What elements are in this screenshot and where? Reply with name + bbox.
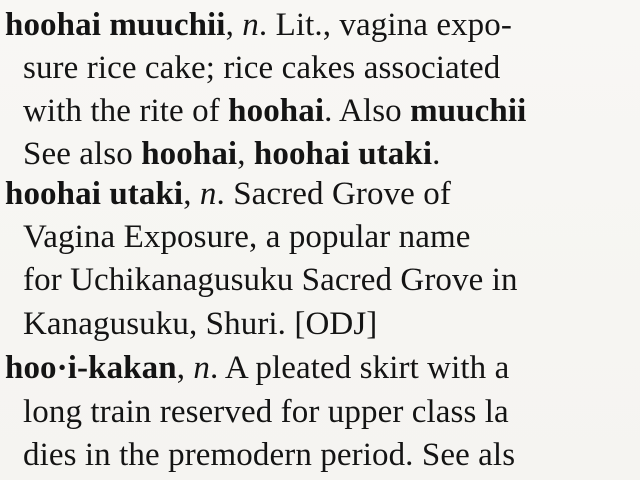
crossref-hoohai-utaki: hoohai utaki — [253, 136, 433, 172]
entry-hoo-i-kakan-line-3 — [0, 432, 640, 478]
text-fragment: , — [176, 350, 194, 386]
entry-hoohai-muuchii-line-3 — [0, 88, 640, 134]
text-fragment: for Uchikanagusuku Sacred Grove in — [23, 262, 518, 298]
text-fragment: Vagina Exposure, a popular name — [23, 219, 471, 255]
headword-hoo-i-kakan: hoo·i-kakan — [5, 350, 177, 386]
text-fragment: See also — [23, 136, 142, 172]
text-fragment: . Sacred Grove of — [216, 176, 451, 212]
crossref-hoohai: hoohai — [141, 136, 238, 172]
entry-hoo-i-kakan-line-2 — [0, 389, 640, 435]
headword-hoohai-muuchii: hoohai muuchii — [5, 7, 226, 43]
entry-hoo-i-kakan-line-1 — [0, 345, 640, 391]
text-fragment: . Lit., vagina expo- — [258, 7, 512, 43]
text-fragment: . Also — [324, 93, 411, 129]
part-of-speech: n — [193, 350, 210, 386]
part-of-speech: n — [199, 176, 217, 212]
entry-hoohai-muuchii-line-1 — [0, 2, 640, 48]
entry-hoohai-utaki-line-1 — [0, 171, 640, 217]
text-fragment: . — [432, 136, 441, 172]
text-fragment: with the rite of — [23, 93, 229, 129]
entry-hoohai-utaki-line-3 — [0, 257, 640, 303]
text-fragment: . A pleated skirt with a — [210, 350, 510, 386]
part-of-speech: n — [242, 7, 259, 43]
text-fragment: long train reserved for upper class la — [23, 394, 509, 430]
text-fragment: , — [237, 136, 254, 172]
entry-hoohai-muuchii-line-2 — [0, 45, 640, 91]
entry-hoohai-utaki-line-4 — [0, 301, 640, 347]
headword-hoohai-utaki: hoohai utaki — [5, 176, 184, 212]
text-fragment: dies in the premodern period. See als — [23, 437, 516, 473]
crossref-muuchii: muuchii — [410, 93, 527, 129]
entry-hoohai-utaki-line-2 — [0, 214, 640, 260]
text-fragment: , — [225, 7, 243, 43]
text-fragment: , — [183, 176, 200, 212]
text-fragment: sure rice cake; rice cakes associated — [23, 50, 501, 86]
text-fragment: Kanagusuku, Shuri. [ODJ] — [23, 306, 378, 342]
crossref-hoohai: hoohai — [228, 93, 325, 129]
